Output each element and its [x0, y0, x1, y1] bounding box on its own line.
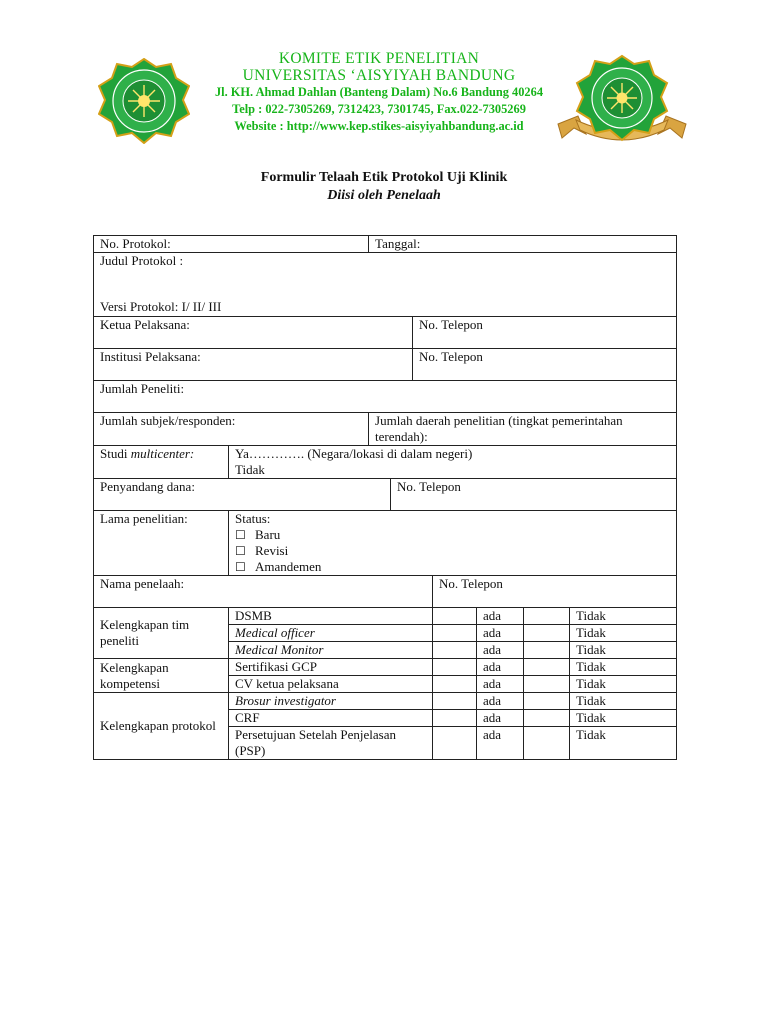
date-field[interactable]: Tanggal:: [369, 236, 677, 253]
blank-box[interactable]: [433, 659, 477, 676]
committee-name: KOMITE ETIK PENELITIAN: [278, 50, 480, 67]
checkbox-icon[interactable]: ☐: [235, 544, 246, 558]
multicenter-yes[interactable]: Ya…………. (Negara/lokasi di dalam negeri): [235, 446, 473, 461]
website-line: Website : http://www.kep.stikes-aisyiyahbandung.ac.id: [234, 119, 524, 133]
ada-label: ada: [477, 710, 524, 727]
tidak-label: Tidak: [570, 659, 677, 676]
checklist-item: Medical officer: [229, 625, 433, 642]
checklist-item: CRF: [229, 710, 433, 727]
blank-box[interactable]: [433, 642, 477, 659]
ada-label: ada: [477, 676, 524, 693]
ada-label: ada: [477, 642, 524, 659]
researcher-count-field[interactable]: Jumlah Peneliti:: [94, 381, 677, 413]
group-label: Kelengkapan kompetensi: [94, 659, 229, 693]
reviewer-name-field[interactable]: Nama penelaah:: [94, 576, 433, 608]
subject-count-field[interactable]: Jumlah subjek/responden:: [94, 413, 369, 446]
blank-box[interactable]: [433, 625, 477, 642]
multicenter-label: Studi multicenter:: [94, 446, 229, 479]
protocol-title-field[interactable]: [94, 253, 677, 317]
tidak-label: Tidak: [570, 676, 677, 693]
blank-box[interactable]: [524, 642, 570, 659]
group-label: Kelengkapan tim peneliti: [94, 608, 229, 659]
form-subtitle: Diisi oleh Penelaah: [327, 188, 441, 203]
ada-label: ada: [477, 608, 524, 625]
blank-box[interactable]: [524, 693, 570, 710]
checkbox-icon[interactable]: ☐: [235, 528, 246, 542]
tidak-label: Tidak: [570, 693, 677, 710]
protocol-version-label: Versi Protokol: I/ II/ III: [100, 299, 222, 314]
checklist-item: Brosur investigator: [229, 693, 433, 710]
checkbox-icon[interactable]: ☐: [235, 560, 246, 574]
blank-box[interactable]: [524, 727, 570, 760]
institution-phone-field[interactable]: No. Telepon: [413, 349, 677, 381]
checklist-item: Sertifikasi GCP: [229, 659, 433, 676]
form-title: Formulir Telaah Etik Protokol Uji Klinik: [260, 170, 508, 185]
study-duration-field[interactable]: Lama penelitian:: [94, 511, 229, 576]
checklist-item: CV ketua pelaksana: [229, 676, 433, 693]
tidak-label: Tidak: [570, 710, 677, 727]
ada-label: ada: [477, 727, 524, 760]
blank-box[interactable]: [524, 710, 570, 727]
lead-investigator-field[interactable]: Ketua Pelaksana:: [94, 317, 413, 349]
checklist-item: DSMB: [229, 608, 433, 625]
phone-line: Telp : 022-7305269, 7312423, 7301745, Fax.022-7305269: [232, 102, 526, 116]
university-logo-icon: [98, 58, 190, 144]
blank-box[interactable]: [433, 608, 477, 625]
group-label: Kelengkapan protokol: [94, 693, 229, 760]
checklist-item: Medical Monitor: [229, 642, 433, 659]
protocol-title-label: Judul Protokol :: [100, 253, 184, 268]
lead-phone-field[interactable]: No. Telepon: [413, 317, 677, 349]
checklist-item: Persetujuan Setelah Penjelasan (PSP): [229, 727, 433, 760]
blank-box[interactable]: [524, 676, 570, 693]
status-option-revisi[interactable]: ☐ Revisi: [235, 543, 289, 558]
institution-field[interactable]: Institusi Pelaksana:: [94, 349, 413, 381]
protocol-number-field[interactable]: No. Protokol:: [94, 236, 369, 253]
multicenter-options[interactable]: [229, 446, 677, 479]
review-form-table: [93, 235, 677, 760]
ada-label: ada: [477, 693, 524, 710]
funding-phone-field[interactable]: No. Telepon: [391, 479, 677, 511]
blank-box[interactable]: [433, 727, 477, 760]
blank-box[interactable]: [524, 608, 570, 625]
tidak-label: Tidak: [570, 642, 677, 659]
blank-box[interactable]: [433, 710, 477, 727]
blank-box[interactable]: [524, 625, 570, 642]
status-options: [229, 511, 677, 576]
letterhead: [190, 50, 568, 135]
blank-box[interactable]: [433, 676, 477, 693]
tidak-label: Tidak: [570, 625, 677, 642]
blank-box[interactable]: [524, 659, 570, 676]
region-count-field[interactable]: Jumlah daerah penelitian (tingkat pemerintahan terendah):: [369, 413, 677, 446]
blank-box[interactable]: [433, 693, 477, 710]
tidak-label: Tidak: [570, 727, 677, 760]
reviewer-phone-field[interactable]: No. Telepon: [433, 576, 677, 608]
status-option-amandemen[interactable]: ☐ Amandemen: [235, 559, 322, 574]
funding-source-field[interactable]: Penyandang dana:: [94, 479, 391, 511]
university-name: UNIVERSITAS ‘AISYIYAH BANDUNG: [242, 67, 516, 84]
tidak-label: Tidak: [570, 608, 677, 625]
multicenter-no[interactable]: Tidak: [235, 462, 265, 477]
status-option-baru[interactable]: ☐ Baru: [235, 527, 281, 542]
address-line: Jl. KH. Ahmad Dahlan (Banteng Dalam) No.6 Bandung 40264: [214, 85, 544, 99]
ada-label: ada: [477, 659, 524, 676]
ada-label: ada: [477, 625, 524, 642]
ethics-committee-logo-icon: [556, 54, 688, 146]
status-label: Status:: [235, 511, 271, 526]
